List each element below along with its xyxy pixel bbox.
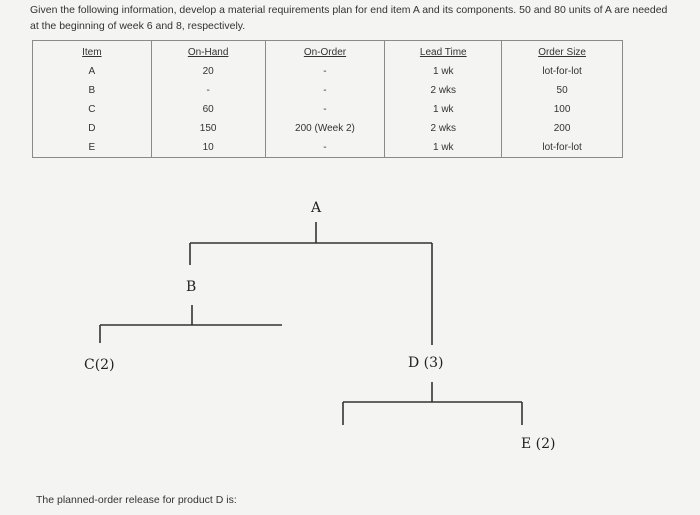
cell-item: C bbox=[33, 100, 152, 119]
cell-on-order: - bbox=[265, 100, 385, 119]
header-item: Item bbox=[33, 41, 152, 63]
tree-node-a: A bbox=[311, 200, 322, 216]
tree-node-c: C(2) bbox=[84, 357, 115, 373]
cell-lead-time: 2 wks bbox=[385, 81, 502, 100]
table-row bbox=[33, 119, 623, 138]
cell-lead-time: 1 wk bbox=[385, 62, 502, 81]
table-row bbox=[33, 100, 623, 119]
footer-question: The planned-order release for product D is: bbox=[36, 494, 237, 506]
table-row bbox=[33, 81, 623, 100]
tree-node-d: D (3) bbox=[408, 355, 444, 371]
cell-item: B bbox=[33, 81, 152, 100]
header-on-order: On-Order bbox=[265, 41, 385, 63]
header-order-size: Order Size bbox=[502, 41, 623, 63]
cell-order-size: lot-for-lot bbox=[502, 138, 623, 158]
cell-item: E bbox=[33, 138, 152, 158]
cell-on-order: 200 (Week 2) bbox=[265, 119, 385, 138]
tree-node-e: E (2) bbox=[521, 436, 556, 452]
cell-on-hand: 20 bbox=[151, 62, 265, 81]
cell-on-order: - bbox=[265, 62, 385, 81]
header-lead-time: Lead Time bbox=[385, 41, 502, 63]
cell-item: A bbox=[33, 62, 152, 81]
question-text: Given the following information, develop a material requirements plan for end item A and its components. 50 and 80 units of A are needed at the beginning of week 6 and 8, respectively. bbox=[30, 4, 668, 32]
header-on-hand: On-Hand bbox=[151, 41, 265, 63]
cell-lead-time: 1 wk bbox=[385, 100, 502, 119]
cell-on-hand: - bbox=[151, 81, 265, 100]
table-header-row bbox=[33, 41, 623, 63]
table-row bbox=[33, 138, 623, 158]
cell-order-size: lot-for-lot bbox=[502, 62, 623, 81]
cell-on-order: - bbox=[265, 138, 385, 158]
cell-order-size: 50 bbox=[502, 81, 623, 100]
cell-on-hand: 60 bbox=[151, 100, 265, 119]
tree-node-b: B bbox=[186, 279, 197, 295]
cell-item: D bbox=[33, 119, 152, 138]
cell-order-size: 200 bbox=[502, 119, 623, 138]
cell-lead-time: 2 wks bbox=[385, 119, 502, 138]
cell-on-hand: 150 bbox=[151, 119, 265, 138]
cell-lead-time: 1 wk bbox=[385, 138, 502, 158]
cell-on-order: - bbox=[265, 81, 385, 100]
table-row bbox=[33, 62, 623, 81]
cell-order-size: 100 bbox=[502, 100, 623, 119]
inventory-table bbox=[32, 40, 623, 158]
cell-on-hand: 10 bbox=[151, 138, 265, 158]
